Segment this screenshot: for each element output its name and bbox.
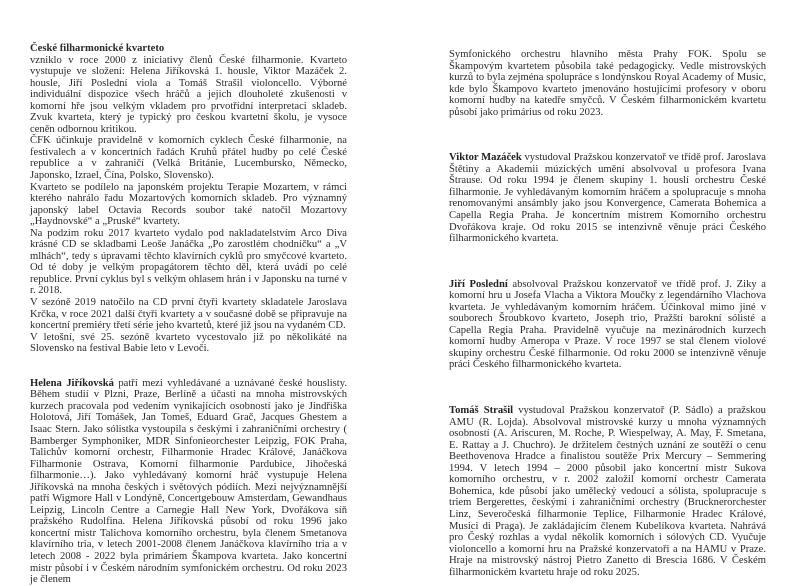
left-column — [30, 43, 347, 586]
section-spacer — [30, 355, 347, 378]
quartet-paragraph-1: vzniklo v roce 2000 z iniciativy členů České filharmonie. Kvarteto vystupuje ve složení: Helena Jiříkovská 1. housle, Viktor Mazáček 2. housle, Jiří Poslední viola a Tomáš Strašil violoncello. Výborné individuální dispozice všech hráčů a jejich dlouholeté zkušenosti v komorní hře jsou velkým vkladem pro prvotřídní interpretaci skladeb. Zvuk kvarteta, který je typický pro českou kvartetní školu, je vysoce ceněn odbornou kritikou. — [30, 54, 347, 135]
bio-helena-continued: Symfonického orchestru hlavního města Prahy FOK. Spolu se Škampovým kvartetem působila také pedagogicky. Vedle mistrovských kurzů to byla zejména spolupráce s londýnskou Royal Academy of Music, kde bylo Škampovo kvarteto jmenováno hostujícími profesory v oboru komorní hudby na katedře smyčců. V Českém filharmonickém kvartetu působí jako primárius od roku 2023. — [449, 49, 766, 118]
quartet-paragraph-6: V letošní, své 25. sezóně kvarteto vycestovalo již po několikáté na Slovensko na festival Babie leto v Levoči. — [30, 331, 347, 355]
section-spacer — [449, 371, 766, 405]
right-column — [449, 49, 766, 578]
bio-tomas-name: Tomáš Strašil — [449, 405, 514, 417]
bio-helena-name: Helena Jiříkovská — [30, 377, 114, 389]
bio-helena-text: patří mezi vyhledávané a uznávané české houslisty. Během studií v Plzni, Praze, Berlíně a účasti na mnoha mistrovských kurzech pracovala pod vedením vynikajících osobností jako je Jindřiška Holotová, Jiří Tomášek, Jan Tomeš, Eduard Grač, Jacques Ghestem a Isaac Stern. Jako sólistka vystoupila s českými i zahraničními orchestry ( Bamberger Symphoniker, MDR Sinfonieorchester Leipzig, FOK Praha, Talichův komorní orchestr, Filharmonie Hradec Králové, Janáčkova Filharmonie Ostrava, Komorní filharmonie Pardubice, Jihočeská filharmonie…). Jako vyhledávaný komorní hráč vystupuje Helena Jiříkovská na mnoha českých i světových pódiích. Mezi nejvýznamnější patří Wigmore Hall v Londýně, Concertgebouw Amsterdam, Gewandhaus Leipzig, Lincoln Centre a Carnegie Hall New York, Dvořákova síň pražského Rudolfina. Helena Jiříkovská působí od roku 1996 jako koncertní mistr Talichova komorního orchestru, byla členem Smetanova klavírního tria, v letech 2001-2008 členem Janáčkova klavírního tria a v letech 2008 - 2022 byla primáriem Škampova kvarteta. Jako koncertní mistr působí i v Českém národním symfonickém orchestru. Od roku 2023 je členem — [30, 377, 347, 586]
quartet-heading: České filharmonické kvarteto — [30, 43, 165, 54]
bio-viktor — [449, 152, 766, 244]
section-spacer — [449, 245, 766, 279]
bio-tomas — [449, 405, 766, 578]
quartet-paragraph-2: ČFK účinkuje pravidelně v komorních cyklech České filharmonie, na festivalech a v koncertních řadách Kruhů přátel hudby po celé České republice a v zahraničí (Velká Británie, Lucembursko, Německo, Japonsko, Izrael, Čína, Polsko, Slovensko). — [30, 135, 347, 182]
quartet-paragraph-5: V sezóně 2019 natočilo na CD první čtyři kvartety skladatele Jaroslava Krčka, v roce 2021 další čtyři kvartety a v současné době se připravuje na koncertní premiéry třetí série jeho kvartetů, které již jsou na vydaném CD. — [30, 297, 347, 332]
quartet-section — [30, 43, 347, 355]
bio-viktor-name: Viktor Mazáček — [449, 152, 522, 164]
bio-jiri — [449, 279, 766, 371]
quartet-paragraph-3: Kvarteto se podílelo na japonském projektu Terapie Mozartem, v rámci kterého nahrálo řadu Mozartových komorních skladeb. Pro významný japonský label Octavia Records soubor také natočil Mozartovy „Haydnovské“ a „Pruské“ kvartety. — [30, 181, 347, 228]
bio-helena — [30, 378, 347, 586]
bio-jiri-text: absolvoval Pražskou konzervatoř ve třídě prof. J. Ziky a komorní hru u Josefa Vlacha a Viktora Moučky z legendárního Vlachova kvarteta. Je vyhledávaným komorním hráčem. Účinkoval mimo jiné v souborech Šroubkovo kvarteto, Joseph trio, Pražští barokní sólisté a Capella Regia Praha. Pravidelně vyučuje na mezinárodních kurzech komorní hudby Ameropa v Praze. V roce 1997 se stal členem violové skupiny orchestru České filharmonie. Od roku 2000 se intenzivně věnuje práci Českého filharmonického kvarteta. — [449, 278, 766, 371]
bio-tomas-text: vystudoval Pražskou konzervatoř (P. Sádlo) a pražskou AMU (R. Lojda). Absolvoval mistrovské kurzy u mnoha významných osobností (A. Ariscuren, M. Roche, P. Wiespelway, A. May, F. Smetana, E. Rattay a J. Chuchro). Je držitelem čestných uznání ze soutěží o cenu Beethovenova Hradce a finalistou soutěže Prix Mercury – Semmering 1994. V letech 1994 – 2000 působil jako koncertní mistr Sukova komorního orchestru, v r. 2002 založil komorní orchestr Camerata Bohemica, kde působí jako umělecký vedoucí a sólista, spolupracuje s triem Bergerettes, českými i zahraničními orchestry (Brucknerorchester Linz, Severočeská filharmonie Teplice, Filharmonie Hradec Králové, Musici di Praga). Je zakládajícím členem Kubelíkova kvarteta. Nahrává pro Český rozhlas a vydal několik komorních i sólových CD. Vyučuje violoncello a komorní hru na Pražské konzervatoři a na HAMU v Praze. Hraje na mistrovský nástroj Pietro Zanetto di Brescia 1686. V Českém filharmonickém kvartetu hraje od roku 2025. — [449, 405, 766, 578]
quartet-paragraph-4: Na podzim roku 2017 kvarteto vydalo pod nakladatelstvím Arco Diva krásné CD se skladbami Leoše Janáčka „Po zarostlém chodníčku“ a „V mlhách“, tedy s úpravami těchto klavírních cyklů pro smyčcové kvarteto. Od té doby je velkým propagátorem těchto děl, která uvádí po celé republice. První cyklus byl s velkým ohlasem hrán i v Japonsku na turné v r. 2018. — [30, 227, 347, 297]
bio-jiri-name: Jiří Poslední — [449, 278, 508, 290]
section-spacer — [449, 118, 766, 152]
bio-viktor-text: vystudoval Pražskou konzervatoř ve třídě prof. Jaroslava Štětiny a Akademii múzických umění absolvoval u profesora Ivana Štrause. Od roku 1994 je členem skupiny 1. houslí orchestru České filharmonie. Je vyhledávaným komorním hráčem a spolupracuje s mnoha renomovanými ansámbly jako jsou Konvergence, Camerata Bohemica a Capella Regia Praha. Je koncertním mistrem Komorního orchestru Dvořákova kraje. Od roku 2015 se intenzivně věnuje práci Českého filharmonického kvarteta. — [449, 152, 766, 245]
